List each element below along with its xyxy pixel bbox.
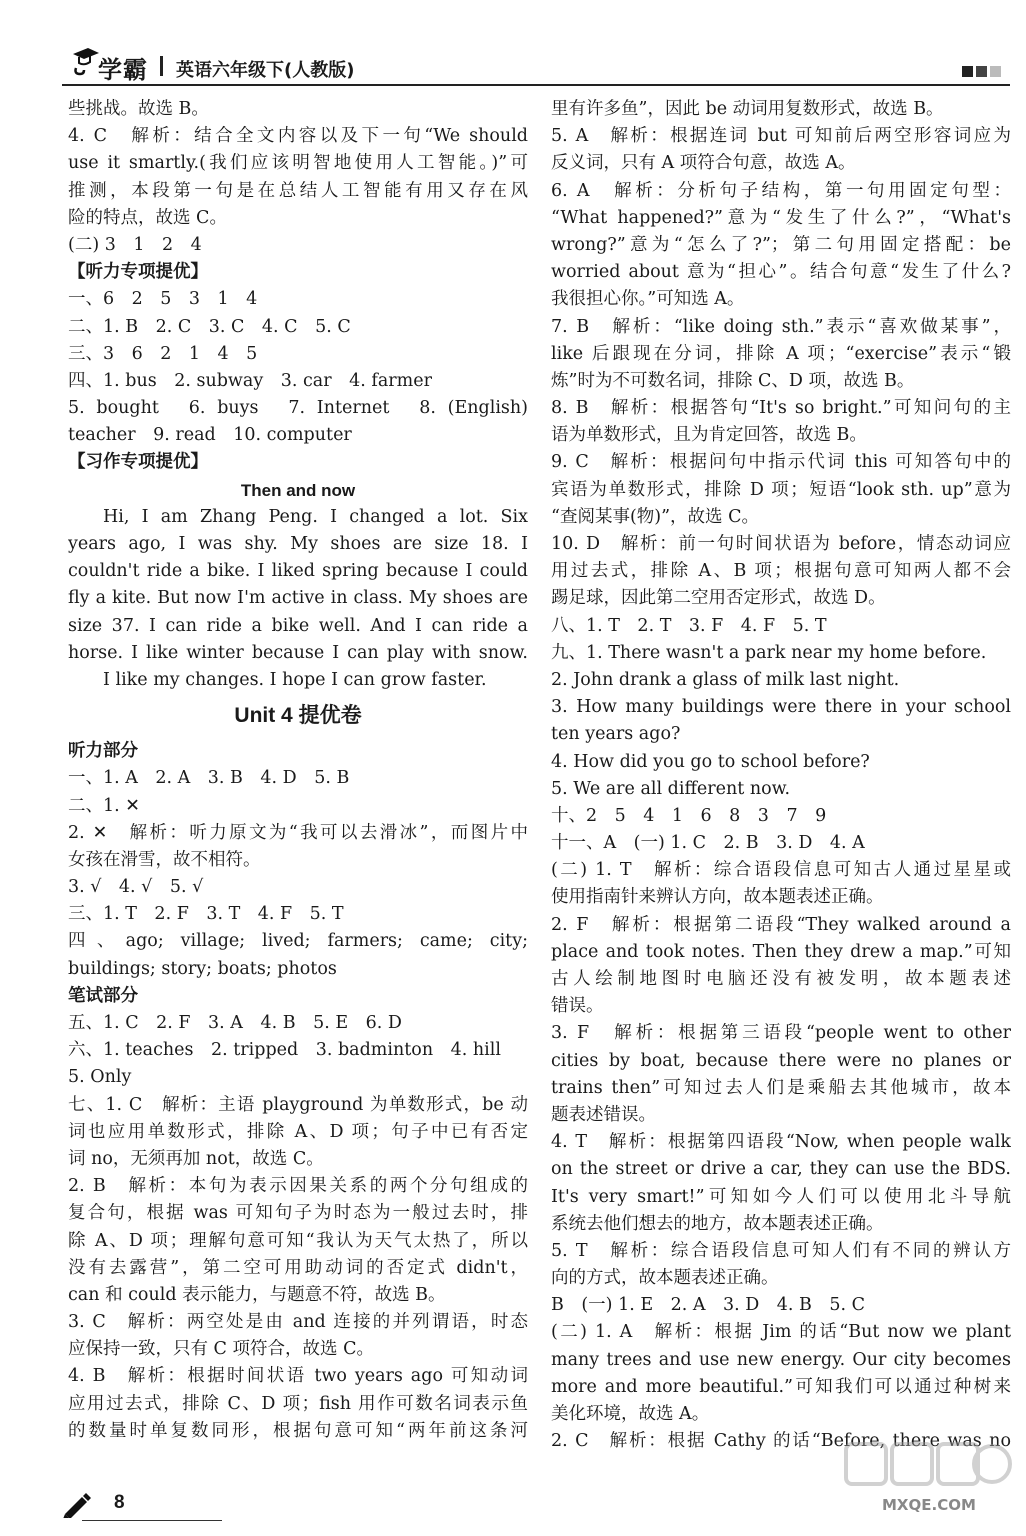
text-line: 8. B 解析：根据答句“It's so bright.”可知问句的主	[551, 398, 1011, 419]
text-line: (二) 1. A 解析：根据 Jim 的话“But now we plant	[551, 1322, 1011, 1343]
text-line: can 和 could 表示能力，与题意不符，故选 B。	[68, 1284, 446, 1305]
text-line: 3. √ 4. √ 5. √	[68, 877, 204, 898]
text-line: (二) 1. T 解析：综合语段信息可知古人通过星星或	[551, 860, 1011, 881]
text-line: 十、2 5 4 1 6 8 3 7 9	[551, 805, 827, 826]
text-line: 二、1. B 2. C 3. C 4. C 5. C	[68, 316, 351, 337]
text-line: 七、1. C 解析：主语 playground 为单数形式，be 动	[68, 1094, 528, 1115]
text-line: 5. Only	[68, 1067, 132, 1088]
text-line: 二、1. ✕	[68, 795, 140, 816]
text-line: 用过去式，排除 A、B 项；根据句意可知两人都不会	[551, 561, 1011, 582]
text-line: 4. C 解析：结合全文内容以及下一句“We should	[68, 126, 528, 147]
page-header	[62, 44, 1010, 86]
text-line: 【听力专项提优】	[68, 262, 208, 283]
text-line: 9. C 解析：根据问句中指示代词 this 可知答句中的	[551, 452, 1011, 473]
left-column	[68, 96, 528, 1445]
text-line: 八、1. T 2. T 3. F 4. F 5. T	[551, 615, 827, 636]
graduation-cap-icon	[70, 44, 100, 76]
text-line: 7. B 解析：“like doing sth.”表示“喜欢做某事”，	[551, 316, 1011, 337]
right-column	[551, 96, 1011, 1455]
watermark-logo	[840, 1436, 1020, 1532]
text-line: 复合句，根据 was 可知句子为时态为一般过去时，排	[68, 1203, 528, 1224]
text-line: 错误。	[551, 996, 604, 1017]
text-line: 三、3 6 2 1 4 5	[68, 343, 258, 364]
brand-logo: 学霸	[98, 56, 148, 84]
text-line: ten years ago?	[551, 724, 681, 745]
text-line: 5. A 解析：根据连词 but 可知前后两空形容词应为	[551, 126, 1011, 147]
header-square-3	[990, 66, 1001, 77]
text-line: 古人绘制地图时电脑还没有被发明，故本题表述	[551, 969, 1011, 989]
text-line: 一、1. A 2. A 3. B 4. D 5. B	[68, 768, 350, 789]
text-line: 4. B 解析：根据时间状语 two years ago 可知动词	[68, 1366, 528, 1387]
text-line: 2. C 解析：根据 Cathy 的话“Before, there was no	[551, 1431, 1011, 1452]
text-line: 踢足球，因此第二空用否定形式，故选 D。	[551, 588, 886, 609]
text-line: 词 no，无须再加 not，故选 C。	[68, 1148, 324, 1169]
text-line: “What happened?”意为“发生了什么?”，“What's	[551, 207, 1011, 228]
text-line: 些挑战。故选 B。	[68, 99, 209, 119]
page-number: 8	[114, 1492, 125, 1513]
text-line: like 后跟现在分词，排除 A 项；“exercise”表示“锻	[551, 343, 1011, 364]
watermark-text: MXQE.COM	[882, 1496, 976, 1514]
text-line: 反义词，只有 A 项符合句意，故选 A。	[551, 153, 856, 174]
text-line: teacher 9. read 10. computer	[68, 425, 352, 446]
text-line: 四、1. bus 2. subway 3. car 4. farmer	[68, 370, 432, 391]
text-line: 六、1. teaches 2. tripped 3. badminton 4. hill	[68, 1040, 501, 1061]
text-line: years ago, I was shy. My shoes are size 18. I	[68, 534, 528, 554]
text-line: many trees and use new energy. Our city becomes	[551, 1349, 1011, 1370]
text-line: cities by boat, because there were no planes or	[551, 1050, 1011, 1071]
text-line: 6. A 解析：分析句子结构，第一句用固定句型：	[551, 180, 1011, 201]
text-line: 3. How many buildings were there in your school	[551, 697, 1011, 718]
text-line: 2. B 解析：本句为表示因果关系的两个分句组成的	[68, 1176, 528, 1197]
text-line: 语为单数形式，且为肯定回答，故选 B。	[551, 425, 867, 446]
text-line: buildings; story; boats; photos	[68, 958, 337, 979]
text-line: 4. How did you go to school before?	[551, 751, 870, 772]
text-line: worried about 意为“担心”。结合句意“发生了什么?	[551, 262, 1011, 283]
text-line: fly a kite. But now I'm active in class. My shoes are	[68, 588, 528, 609]
text-line: 使用指南针来辨认方向，故本题表述正确。	[551, 887, 884, 908]
text-line: “查阅某事(物)”，故选 C。	[551, 506, 759, 527]
text-line: 2. ✕ 解析：听力原文为“我可以去滑冰”，而图片中	[68, 822, 528, 843]
text-line: 里有许多鱼”，因此 be 动词用复数形式，故选 B。	[551, 99, 944, 119]
page-footer	[62, 1490, 162, 1526]
text-line: 的数量时单复数同形，根据句意可知“两年前这条河	[68, 1420, 528, 1441]
text-line: more and more beautiful.”可知我们可以通过种树来	[551, 1376, 1011, 1397]
text-line: Hi, I am Zhang Peng. I changed a lot. Six	[103, 506, 528, 527]
text-line: 十一、A (一) 1. C 2. B 3. D 4. A	[551, 833, 865, 854]
text-line: 5. T 解析：综合语段信息可知人们有不同的辨认方	[551, 1240, 1011, 1261]
essay-title: Then and now	[240, 480, 356, 500]
text-line: 10. D 解析：前一句时间状语为 before，情态动词应	[551, 534, 1011, 554]
text-line: 应保持一致，只有 C 项符合，故选 C。	[68, 1339, 374, 1360]
text-line: use it smartly.(我们应该明智地使用人工智能。)”可	[68, 153, 528, 174]
header-square-2	[976, 66, 987, 77]
text-line: trains then”可知过去人们是乘船去其他城市，故本	[551, 1077, 1011, 1098]
text-line: couldn't ride a bike. I liked spring because I could	[68, 561, 528, 582]
text-line: (二) 3 1 2 4	[68, 234, 202, 255]
text-line: It's very smart!”可知如今人们可以使用北斗导航	[551, 1186, 1011, 1207]
text-line: 向的方式，故本题表述正确。	[551, 1268, 779, 1289]
text-line: 4. T 解析：根据第四语段“Now, when people walk	[551, 1132, 1011, 1153]
text-line: 3. F 解析：根据第三语段“people went to other	[551, 1023, 1011, 1044]
text-line: 推测，本段第一句是在总结人工智能有用又存在风	[68, 180, 528, 201]
text-line: on the street or drive a car, they can use the BDS.	[551, 1159, 1011, 1180]
text-line: 三、1. T 2. F 3. T 4. F 5. T	[68, 904, 344, 925]
text-line: B (一) 1. E 2. A 3. D 4. B 5. C	[551, 1295, 866, 1316]
footer-rule	[82, 1520, 222, 1521]
text-line: I like my changes. I hope I can grow faster.	[103, 669, 487, 690]
text-line: 系统去他们想去的地方，故本题表述正确。	[551, 1213, 884, 1234]
text-line: size 37. I can ride a bike well. And I can ride a	[68, 615, 528, 636]
text-line: 应用过去式，排除 C、D 项；fish 用作可数名词表示鱼	[68, 1393, 528, 1414]
text-line: 宾语为单数形式，排除 D 项；短语“look sth. up”意为	[551, 479, 1011, 500]
text-line: 一、6 2 5 3 1 4	[68, 289, 258, 310]
text-line: 听力部分	[68, 741, 138, 762]
text-line: 词也应用单数形式，排除 A、D 项；句子中已有否定	[68, 1121, 528, 1142]
text-line: 炼”时为不可数名词，排除 C、D 项，故选 B。	[551, 370, 915, 391]
text-line: 2. John drank a glass of milk last night.	[551, 669, 900, 690]
text-line: 四、ago; village; lived; farmers; came; city;	[68, 931, 528, 952]
text-line: wrong?”意为“怎么了?”；第二句用固定搭配：be	[551, 234, 1011, 255]
text-line: 没有去露营”，第二空可用助动词的否定式 didn't，	[68, 1257, 528, 1278]
header-divider	[160, 56, 163, 76]
text-line: 五、1. C 2. F 3. A 4. B 5. E 6. D	[68, 1013, 402, 1033]
section-title: Unit 4 提优卷	[234, 704, 362, 728]
text-line: 我很担心你。”可知选 A。	[551, 289, 745, 310]
text-line: 美化环境，故选 A。	[551, 1404, 710, 1424]
header-square-1	[962, 66, 973, 77]
text-line: 除 A、D 项；理解句意可知“我认为天气太热了，所以	[68, 1230, 528, 1251]
text-line: 险的特点，故选 C。	[68, 207, 227, 228]
text-line: 女孩在滑雪，故不相符。	[68, 849, 261, 870]
text-line: 九、1. There wasn't a park near my home before.	[551, 642, 987, 663]
book-title: 英语六年级下(人教版)	[176, 60, 355, 81]
text-line: 5. bought 6. buys 7. Internet 8. (English)	[68, 398, 528, 419]
text-line: 【习作专项提优】	[68, 452, 208, 473]
text-line: 笔试部分	[68, 985, 138, 1006]
pen-icon	[62, 1492, 92, 1518]
text-line: place and took notes. Then they drew a map.”可知	[551, 941, 1011, 962]
text-line: 5. We are all different now.	[551, 778, 791, 799]
text-line: 2. F 解析：根据第二语段“They walked around a	[551, 914, 1011, 935]
text-line: 3. C 解析：两空处是由 and 连接的并列谓语，时态	[68, 1312, 528, 1333]
text-line: 题表述错误。	[551, 1104, 656, 1125]
text-line: horse. I like winter because I can play with snow.	[68, 642, 528, 663]
